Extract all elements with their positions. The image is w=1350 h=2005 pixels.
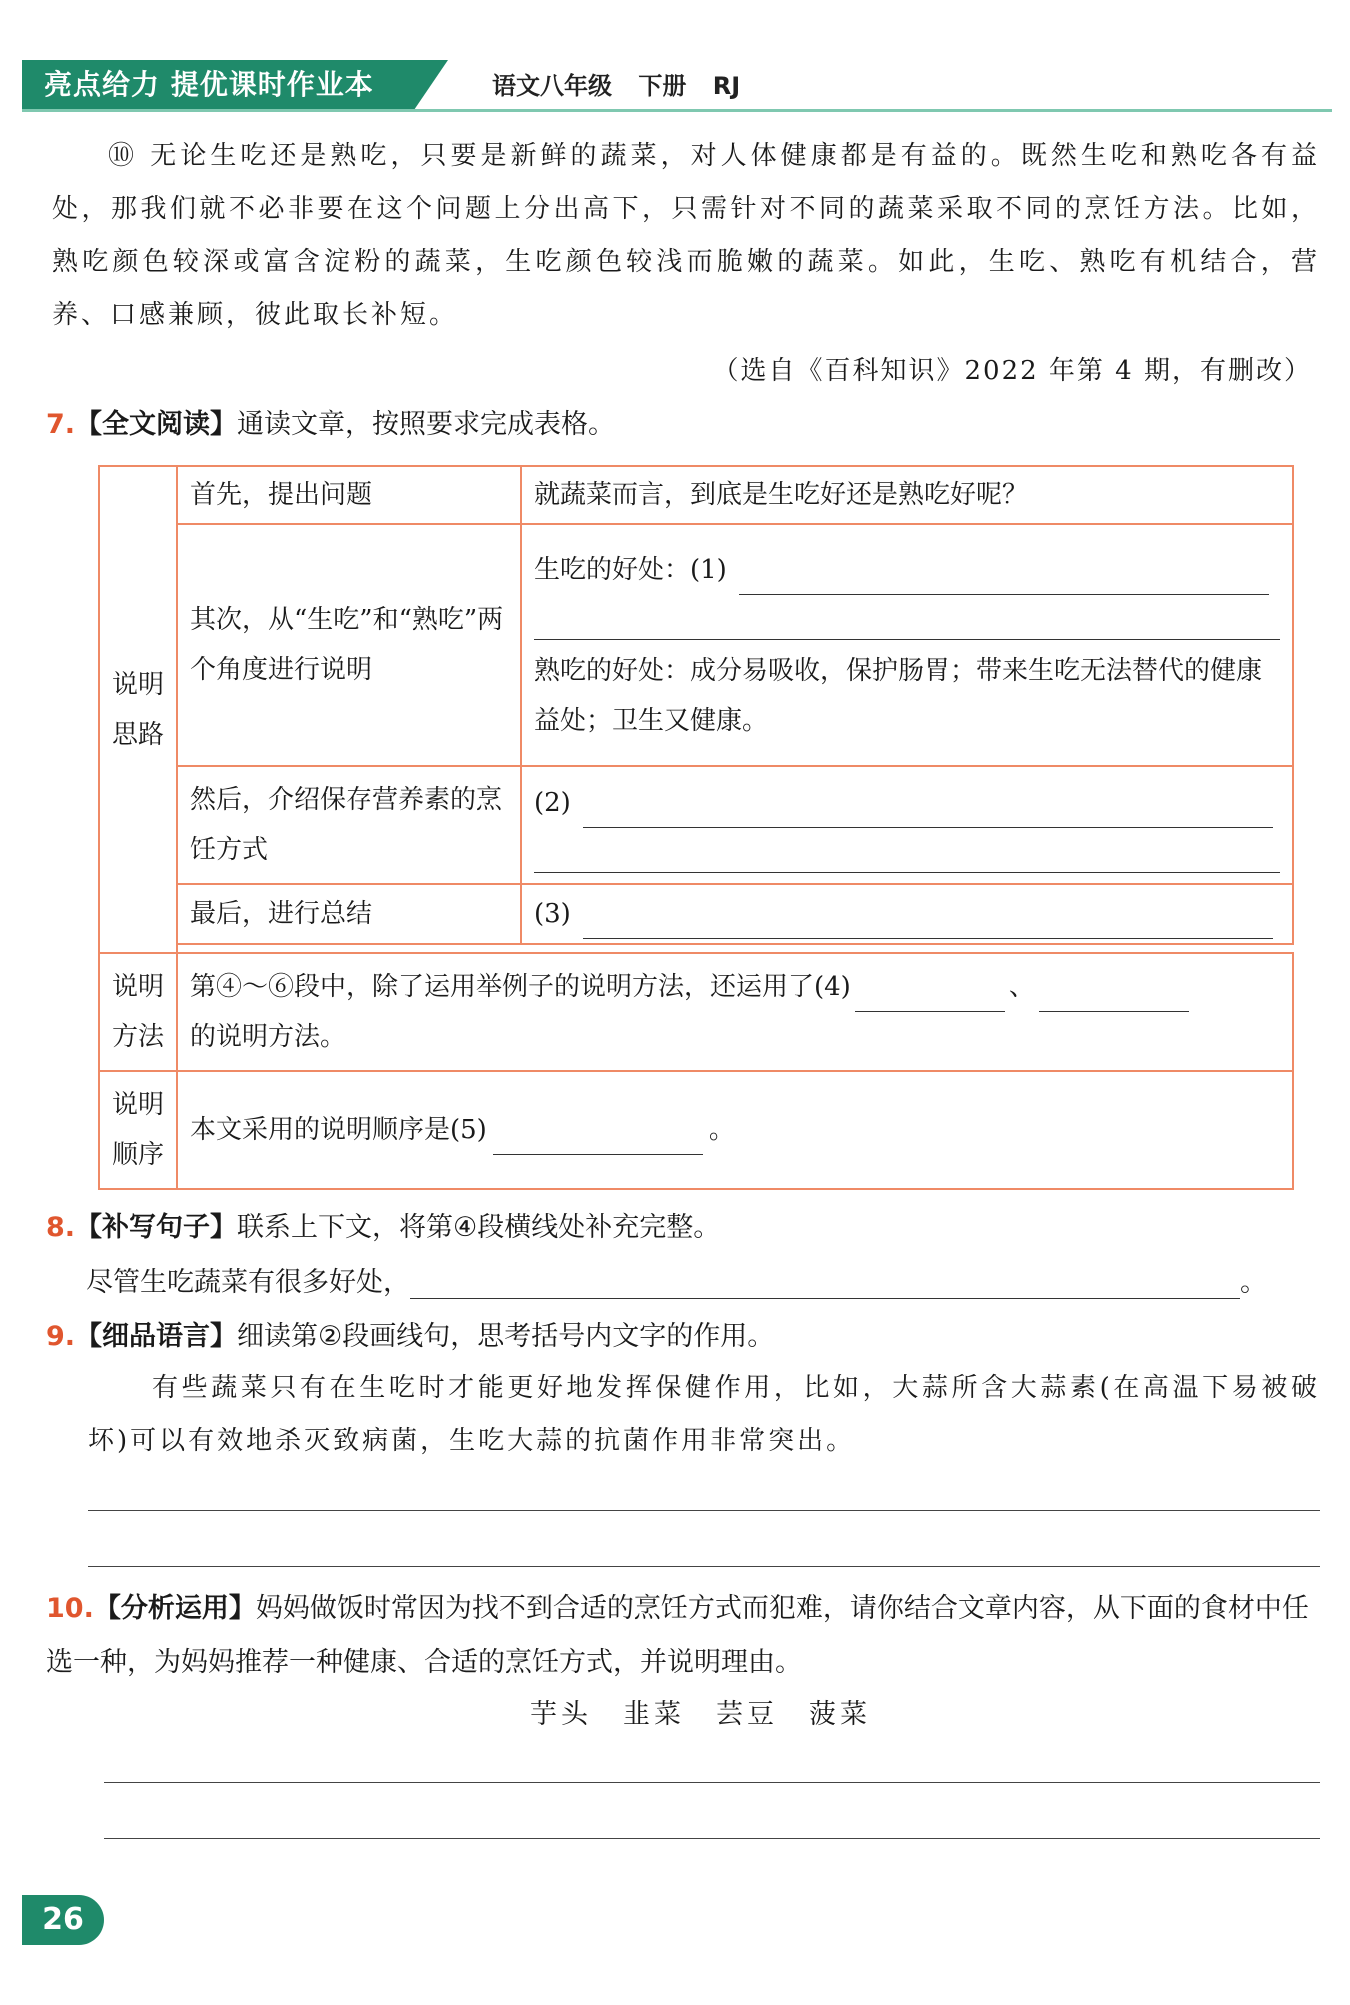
question-number: 10.	[46, 1593, 94, 1624]
label-explanation-order: 说明顺序	[99, 1071, 177, 1189]
q8-answer-blank[interactable]	[410, 1260, 1240, 1299]
question-7	[46, 402, 615, 441]
label-explanation-idea: 说明思路	[99, 466, 177, 953]
q9-quote: 有些蔬菜只有在生吃时才能更好地发挥保健作用，比如，大蒜所含大蒜素(在高温下易被破坏)可以有效地杀灭致病菌，生吃大蒜的抗菌作用非常突出。	[88, 1373, 1320, 1456]
answer-table	[98, 465, 1294, 1190]
step-2-content	[521, 524, 1293, 766]
answer-blank-2[interactable]	[583, 789, 1273, 828]
question-9	[46, 1314, 774, 1353]
question-text: 细读第②段画线句，思考括号内文字的作用。	[237, 1321, 775, 1352]
q8-lead: 尽管生吃蔬菜有很多好处，	[86, 1267, 410, 1298]
q8-answer-row	[86, 1260, 1326, 1299]
question-tag: 【全文阅读】	[75, 409, 238, 440]
q10-foods: 芋头 韭菜 芸豆 菠菜	[530, 1699, 871, 1730]
step-3-content	[521, 766, 1293, 884]
question-8	[46, 1205, 720, 1244]
answer-blank-4a[interactable]	[855, 973, 1005, 1012]
step-1-content: 就蔬菜而言，到底是生吃好还是熟吃好呢？	[521, 466, 1293, 524]
blank-3-label: (3)	[534, 899, 571, 929]
method-sep: 、	[1008, 972, 1035, 1002]
label-explanation-method: 说明方法	[99, 953, 177, 1071]
header-divider	[22, 109, 1332, 112]
answer-blank-2-line2[interactable]	[534, 828, 1280, 873]
question-text: 联系上下文，将第④段横线处补充完整。	[237, 1212, 721, 1243]
passage-paragraph-10: ⑩ 无论生吃还是熟吃，只要是新鲜的蔬菜，对人体健康都是有益的。既然生吃和熟吃各有益处，那我们就不必非要在这个问题上分出高下，只需针对不同的蔬菜采取不同的烹饪方法。比如，熟吃颜色较深或富含淀粉的蔬菜，生吃颜色较浅而脆嫩的蔬菜。如此，生吃、熟吃有机结合，营养、口感兼顾，彼此取长补短。	[52, 141, 1320, 330]
question-tag: 【补写句子】	[75, 1212, 238, 1243]
question-tag: 【细品语言】	[75, 1321, 238, 1352]
blank-2-label: (2)	[534, 787, 571, 818]
method-content	[177, 953, 1293, 1071]
passage-source: （选自《百科知识》2022 年第 4 期，有删改）	[712, 356, 1312, 386]
step-1: 首先，提出问题	[177, 466, 521, 524]
answer-blank-5[interactable]	[493, 1116, 703, 1155]
step-2: 其次，从“生吃”和“熟吃”两个角度进行说明	[177, 524, 521, 766]
book-subtitle: 语文八年级 下册 RJ	[492, 72, 741, 100]
question-tag: 【分析运用】	[93, 1593, 256, 1624]
order-content	[177, 1071, 1293, 1189]
order-tail: 。	[708, 1115, 735, 1145]
step-4-content	[521, 884, 1293, 944]
book-title: 亮点给力 提优课时作业本	[22, 60, 414, 110]
cooked-benefit: 熟吃的好处：成分易吸收，保护肠胃；带来生吃无法替代的健康益处；卫生又健康。	[534, 655, 1263, 736]
question-text: 通读文章，按照要求完成表格。	[237, 409, 616, 440]
answer-blank-1-line2[interactable]	[534, 595, 1280, 640]
q10-answer-line-1[interactable]	[104, 1782, 1320, 1783]
raw-benefit-label: 生吃的好处：(1)	[534, 554, 727, 585]
question-number: 9.	[46, 1321, 76, 1352]
method-text: 第④～⑥段中，除了运用举例子的说明方法，还运用了(4)	[190, 972, 851, 1002]
step-4: 最后，进行总结	[177, 884, 521, 944]
answer-blank-1[interactable]	[739, 556, 1269, 595]
order-text: 本文采用的说明顺序是(5)	[190, 1115, 487, 1145]
step-3: 然后，介绍保存营养素的烹饪方式	[177, 766, 521, 884]
question-text: 妈妈做饭时常因为找不到合适的烹饪方式而犯难，请你结合文章内容，从下面的食材中任选一种，为妈妈推荐一种健康、合适的烹饪方式，并说明理由。	[46, 1593, 1309, 1678]
question-number: 7.	[46, 409, 76, 440]
q8-end: 。	[1240, 1267, 1267, 1298]
q9-answer-line-2[interactable]	[88, 1566, 1320, 1567]
q10-answer-line-2[interactable]	[104, 1838, 1320, 1839]
answer-blank-4b[interactable]	[1039, 973, 1189, 1012]
question-10	[46, 1582, 1330, 1690]
page-number: 26	[22, 1895, 104, 1945]
answer-blank-3[interactable]	[583, 900, 1273, 939]
method-tail: 的说明方法。	[190, 1022, 347, 1052]
q9-answer-line-1[interactable]	[88, 1510, 1320, 1511]
question-number: 8.	[46, 1212, 76, 1243]
